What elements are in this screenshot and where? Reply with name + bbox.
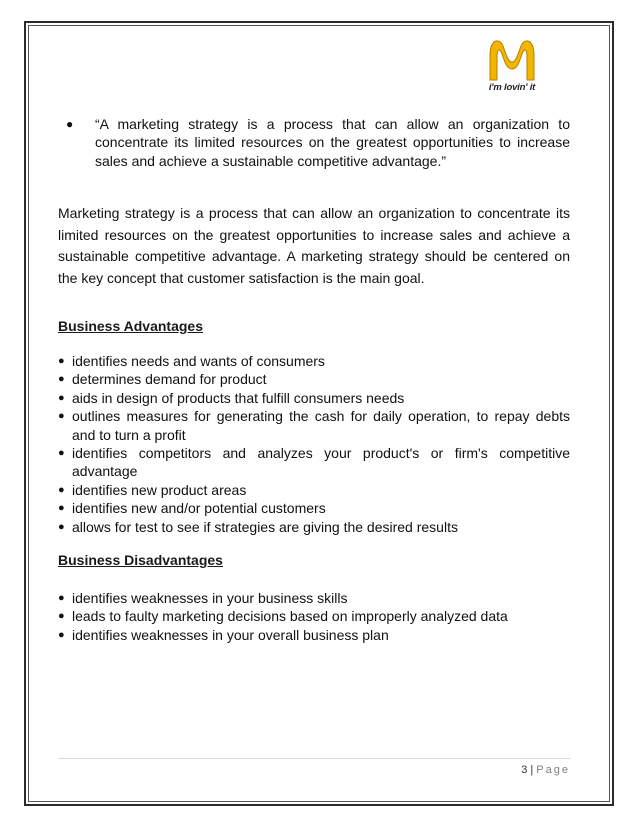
list-item: ● identifies needs and wants of consumers bbox=[58, 353, 325, 369]
body-paragraph: Marketing strategy is a process that can allow an organization to concentrate its limited resources on the greatest opportunities to increase sales and achieve a sustainable competitive advantage. A marketing strategy should be centered on the key concept that customer satisfaction is the main goal. bbox=[58, 205, 570, 286]
list-item: ● identifies competitors and analyzes your product's or firm's competitive advantage bbox=[58, 445, 570, 480]
list-item: ● leads to faulty marketing decisions based on improperly analyzed data bbox=[58, 608, 508, 625]
bullet: ● bbox=[58, 483, 65, 496]
bullet: ● bbox=[58, 391, 65, 404]
advantages-list bbox=[58, 352, 570, 536]
list-item: ● allows for test to see if strategies are giving the desired results bbox=[58, 518, 458, 535]
list-item: ● determines demand for product bbox=[58, 371, 267, 388]
bullet: ● bbox=[58, 355, 65, 367]
page-label: Page bbox=[536, 764, 570, 776]
disadvantages-heading: Business Disadvantages bbox=[58, 552, 223, 568]
mcdonalds-logo bbox=[478, 36, 546, 94]
list-item: ● outlines measures for generating the cash for daily operation, to repay debts and to turn a profit bbox=[58, 408, 570, 443]
bullet: ● bbox=[58, 520, 65, 533]
bullet: ● bbox=[58, 373, 65, 386]
advantages-heading: Business Advantages bbox=[58, 318, 203, 334]
page-footer bbox=[498, 764, 570, 776]
footer-separator: | bbox=[530, 764, 534, 776]
golden-arches-icon bbox=[478, 36, 546, 84]
list-item: ● identifies weaknesses in your overall business plan bbox=[58, 626, 389, 643]
disadvantages-list bbox=[58, 589, 570, 644]
bullet: ● bbox=[58, 502, 65, 515]
bullet: ● bbox=[58, 592, 65, 604]
bullet: ● bbox=[58, 410, 65, 423]
bullet: ● bbox=[58, 628, 65, 641]
quote-bullet: ● bbox=[66, 117, 74, 131]
list-item: ● identifies new and/or potential customers bbox=[58, 500, 326, 517]
footer-divider bbox=[58, 758, 570, 759]
quote-text: “A marketing strategy is a process that can allow an organization to concentrate its limited resources on the greatest opportunities to increase sales and achieve a sustainable competitive advantage.” bbox=[95, 116, 570, 169]
quote-block bbox=[66, 115, 570, 170]
page-number: 3 bbox=[521, 764, 528, 776]
bullet: ● bbox=[58, 610, 65, 623]
bullet: ● bbox=[58, 447, 65, 460]
list-item: ● aids in design of products that fulfill consumers needs bbox=[58, 389, 405, 406]
list-item: ● identifies new product areas bbox=[58, 481, 247, 498]
list-item: ● identifies weaknesses in your business skills bbox=[58, 590, 348, 606]
logo-tagline: i'm lovin' it bbox=[488, 82, 536, 93]
